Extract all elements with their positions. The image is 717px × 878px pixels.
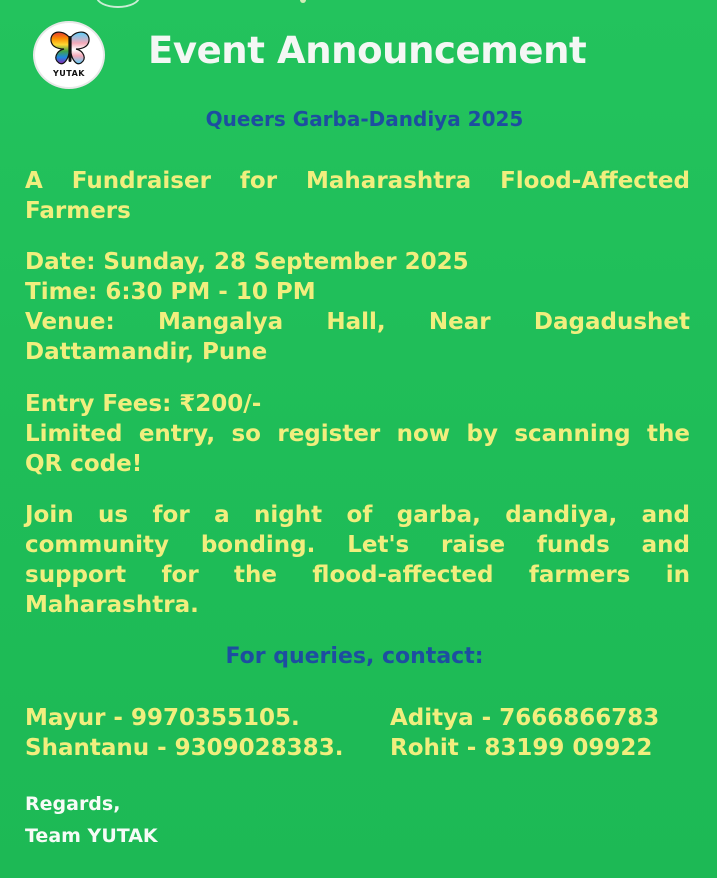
invitation-line: Join us for a night of garba, dandiya, and [25,502,690,528]
page-title: Event Announcement [148,29,587,72]
contact-row [25,703,695,733]
invitation-text [25,500,690,620]
signoff [25,788,158,852]
butterfly-icon [48,29,92,69]
fundraiser-line: Farmers [25,198,131,224]
contact-aditya: Aditya - 7666866783 [390,705,660,731]
contact-heading: For queries, contact: [225,644,484,669]
top-edge-mark [300,0,306,3]
invitation-line: support for the flood-affected farmers in [25,562,690,588]
contact-rohit: Rohit - 83199 09922 [390,735,653,761]
entry-info [25,389,690,479]
top-edge-decoration [96,0,140,8]
logo-wordmark: YUTAK [52,69,85,78]
fundraiser-text [25,166,690,226]
registration-note: Limited entry, so register now by scanning the [25,421,690,447]
yutak-logo [33,21,105,89]
signoff-regards: Regards, [25,793,121,815]
signoff-team: Team YUTAK [25,825,158,847]
contact-row [25,733,695,763]
invitation-line: community bonding. Let's raise funds and [25,532,690,558]
event-venue-continued: Dattamandir, Pune [25,339,268,365]
contact-list [25,703,695,763]
event-details [25,247,690,367]
fundraiser-line: A Fundraiser for Maharashtra Flood-Affected [25,168,690,194]
event-venue: Venue: Mangalya Hall, Near Dagadushet [25,309,690,335]
contact-shantanu: Shantanu - 9309028383. [25,735,344,761]
event-name: Queers Garba-Dandiya 2025 [205,107,524,131]
registration-note-continued: QR code! [25,451,143,477]
contact-mayur: Mayur - 9970355105. [25,705,300,731]
invitation-line: Maharashtra. [25,592,199,618]
entry-fees: Entry Fees: ₹200/- [25,391,262,417]
event-time: Time: 6:30 PM - 10 PM [25,279,316,305]
event-date: Date: Sunday, 28 September 2025 [25,249,469,275]
